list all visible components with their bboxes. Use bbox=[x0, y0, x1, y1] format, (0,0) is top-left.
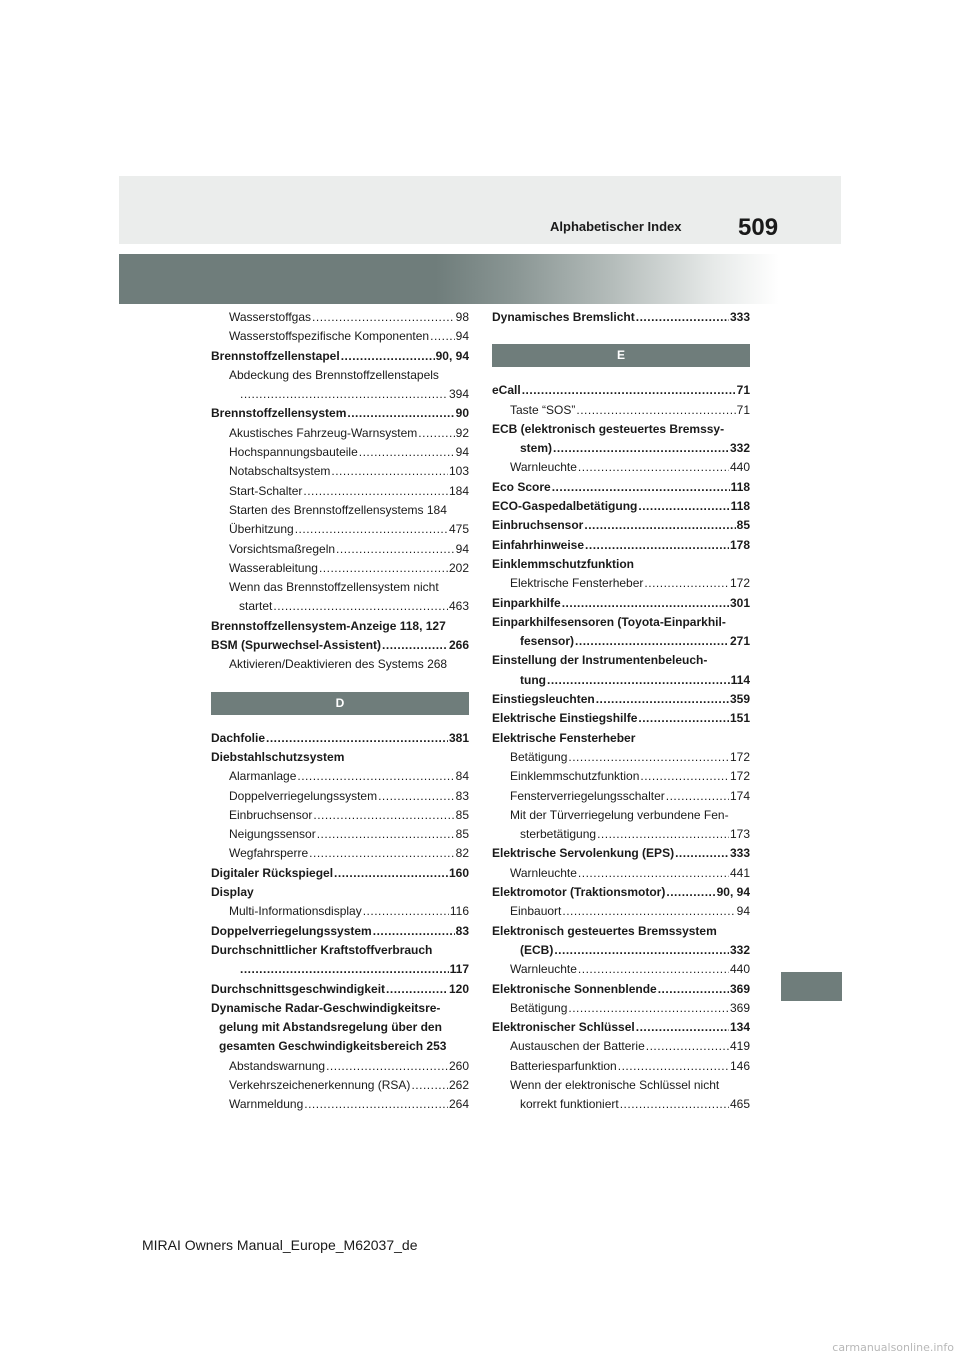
index-entry-label: korrekt funktioniert bbox=[520, 1097, 619, 1112]
index-entry[interactable] bbox=[211, 864, 469, 883]
index-entry-label: Warnleuchte bbox=[510, 865, 577, 880]
index-entry-label: Warnleuchte bbox=[510, 460, 577, 475]
index-entry[interactable]: Durchschnittlicher Kraftstoffverbrauch bbox=[211, 942, 433, 957]
dot-leader bbox=[638, 709, 729, 728]
index-entry-label: Dachfolie bbox=[211, 730, 266, 745]
index-entry[interactable] bbox=[492, 767, 750, 786]
index-entry-label: Elektromotor (Traktionsmotor) bbox=[492, 885, 666, 900]
index-entry-page: 332 bbox=[729, 942, 750, 957]
index-entry[interactable]: Wenn der elektronische Schlüssel nicht bbox=[510, 1077, 720, 1092]
index-entry-label: Einfahrhinweise bbox=[492, 537, 585, 552]
dot-leader bbox=[568, 999, 729, 1018]
index-entry-label: Vorsichtsmaßregeln bbox=[229, 541, 336, 556]
index-entry[interactable]: gelung mit Abstandsregelung über den bbox=[219, 1020, 442, 1035]
section-title: Alphabetischer Index bbox=[550, 219, 682, 234]
index-entry-label: Einbruchsensor bbox=[492, 518, 584, 533]
dot-leader bbox=[675, 844, 729, 863]
index-entry[interactable] bbox=[211, 424, 469, 443]
index-entry[interactable] bbox=[492, 1095, 750, 1114]
index-entry-page: 332 bbox=[729, 441, 750, 456]
index-entry-label: Multi-Informationsdisplay bbox=[229, 904, 362, 919]
dot-leader bbox=[638, 497, 729, 516]
index-entry[interactable] bbox=[211, 902, 469, 921]
index-entry-label: Wegfahrsperre bbox=[229, 846, 309, 861]
index-entry-label: Wasserableitung bbox=[229, 560, 318, 575]
dot-leader bbox=[646, 1037, 729, 1056]
index-entry-label: Verkehrszeichenerkennung (RSA) bbox=[229, 1077, 411, 1092]
dot-leader bbox=[317, 825, 455, 844]
index-entry-page: 174 bbox=[729, 788, 750, 803]
index-entry-label: Notabschaltsystem bbox=[229, 464, 331, 479]
index-entry-label: fesensor) bbox=[520, 634, 575, 649]
dot-leader bbox=[562, 594, 729, 613]
index-entry-page: 465 bbox=[729, 1097, 750, 1112]
index-entry-page: 172 bbox=[729, 769, 750, 784]
index-entry-label: tung bbox=[520, 672, 546, 687]
index-entry[interactable] bbox=[211, 347, 469, 366]
index-entry[interactable] bbox=[492, 748, 750, 767]
index-entry[interactable] bbox=[211, 844, 469, 863]
dot-leader bbox=[554, 941, 729, 960]
dot-leader bbox=[430, 327, 455, 346]
index-entry[interactable] bbox=[211, 443, 469, 462]
index-entry-page: 333 bbox=[729, 310, 750, 324]
index-entry[interactable] bbox=[492, 671, 750, 690]
index-entry-label: Fensterverriegelungsschalter bbox=[510, 788, 665, 803]
index-entry[interactable] bbox=[492, 594, 750, 613]
index-entry-page: 172 bbox=[729, 576, 750, 591]
index-entry-page: 84 bbox=[455, 769, 469, 784]
index-entry-label: stem) bbox=[520, 441, 553, 456]
index-entry-page: 114 bbox=[730, 672, 750, 687]
dot-leader bbox=[584, 516, 735, 535]
dot-leader bbox=[326, 1057, 448, 1076]
index-entry[interactable]: Elektrische Fensterheber bbox=[492, 730, 636, 745]
index-entry[interactable] bbox=[211, 636, 469, 655]
index-entry-label: startet bbox=[239, 599, 273, 614]
index-entry[interactable] bbox=[492, 478, 750, 497]
dot-leader bbox=[636, 308, 729, 327]
index-entry[interactable] bbox=[211, 922, 469, 941]
index-entry[interactable] bbox=[492, 825, 750, 844]
index-column-left bbox=[211, 308, 469, 1115]
dot-leader bbox=[297, 767, 454, 786]
index-entry[interactable] bbox=[211, 482, 469, 501]
dot-leader bbox=[636, 1018, 729, 1037]
index-entry-label: Überhitzung bbox=[229, 522, 294, 537]
dot-leader bbox=[418, 424, 454, 443]
dot-leader bbox=[640, 767, 729, 786]
dot-leader bbox=[618, 1057, 729, 1076]
index-entry[interactable]: Display bbox=[211, 885, 254, 900]
index-entry[interactable]: Abdeckung des Brennstoffzellenstapels bbox=[229, 367, 439, 382]
index-entry-label: Einstiegsleuchten bbox=[492, 692, 595, 707]
index-entry-page: 184 bbox=[448, 483, 469, 498]
index-entry[interactable] bbox=[492, 709, 750, 728]
index-entry[interactable] bbox=[492, 902, 750, 921]
index-entry-page: 134 bbox=[729, 1020, 750, 1035]
dot-leader bbox=[585, 536, 729, 555]
index-entry-label: Start-Schalter bbox=[229, 483, 303, 498]
index-entry[interactable] bbox=[492, 999, 750, 1018]
index-entry[interactable]: gesamten Geschwindigkeitsbereich 253 bbox=[219, 1039, 447, 1054]
dot-leader bbox=[347, 404, 454, 423]
dot-leader bbox=[303, 482, 448, 501]
index-entry[interactable] bbox=[492, 401, 750, 420]
dot-leader bbox=[336, 540, 455, 559]
dot-leader bbox=[411, 1076, 448, 1095]
index-entry-label: Taste “SOS” bbox=[510, 402, 576, 417]
index-entry-label: Batteriesparfunktion bbox=[510, 1058, 617, 1073]
dot-leader bbox=[578, 864, 729, 883]
index-entry-label: Betätigung bbox=[510, 1000, 568, 1015]
index-entry-label: Wasserstoffgas bbox=[229, 310, 312, 324]
dot-leader bbox=[578, 960, 729, 979]
index-entry[interactable]: Elektronisch gesteuertes Bremssystem bbox=[492, 923, 717, 938]
index-entry-page: 463 bbox=[448, 599, 469, 614]
index-entry-label: Doppelverriegelungssystem bbox=[229, 788, 378, 803]
index-entry[interactable] bbox=[211, 597, 469, 616]
index-entry-label: Austauschen der Batterie bbox=[510, 1039, 645, 1054]
index-entry-page: 94 bbox=[455, 329, 469, 344]
index-entry-page: 441 bbox=[729, 865, 750, 880]
index-entry-label: Eco Score bbox=[492, 479, 551, 494]
dot-leader bbox=[295, 520, 448, 539]
index-entry-page: 118 bbox=[730, 499, 750, 514]
index-entry-page: 82 bbox=[455, 846, 469, 861]
index-entry-page: 260 bbox=[448, 1058, 469, 1073]
index-entry-page: 94 bbox=[736, 904, 750, 919]
footer-manual-name: MIRAI Owners Manual_Europe_M62037_de bbox=[142, 1237, 418, 1253]
index-entry[interactable]: Mit der Türverriegelung verbundene Fen- bbox=[510, 807, 729, 822]
dot-leader bbox=[575, 632, 729, 651]
index-entry-label: Doppelverriegelungssystem bbox=[211, 923, 372, 938]
index-entry-label: Einparkhilfe bbox=[492, 595, 561, 610]
index-entry-page: 85 bbox=[736, 518, 750, 533]
index-letter-heading: E bbox=[492, 344, 750, 367]
index-entry-label: eCall bbox=[492, 383, 521, 398]
dot-leader bbox=[597, 825, 729, 844]
index-entry-page: 419 bbox=[729, 1039, 750, 1054]
index-entry-page: 90 bbox=[455, 406, 469, 421]
index-entry[interactable]: Wenn das Brennstoffzellensystem nicht bbox=[229, 580, 439, 595]
index-entry-page: 90, 94 bbox=[435, 348, 469, 363]
index-entry[interactable] bbox=[211, 327, 469, 346]
index-entry-label: Einbauort bbox=[510, 904, 562, 919]
index-entry-page: 90, 94 bbox=[716, 885, 750, 900]
index-entry-label: (ECB) bbox=[520, 942, 554, 957]
dot-leader bbox=[596, 690, 729, 709]
index-entry-page: 202 bbox=[448, 560, 469, 575]
index-entry-label: Dynamisches Bremslicht bbox=[492, 310, 635, 324]
header-background bbox=[119, 176, 841, 244]
index-entry[interactable]: Einklemmschutzfunktion bbox=[492, 556, 635, 571]
index-entry-page: 160 bbox=[448, 865, 469, 880]
dot-leader bbox=[568, 748, 729, 767]
index-entry-page: 475 bbox=[448, 522, 469, 537]
index-entry-label: Abstandswarnung bbox=[229, 1058, 326, 1073]
index-entry[interactable] bbox=[492, 308, 750, 327]
index-entry[interactable] bbox=[492, 864, 750, 883]
dot-leader bbox=[378, 787, 455, 806]
dot-leader bbox=[266, 729, 448, 748]
index-entry-page: 83 bbox=[455, 923, 469, 938]
dot-leader bbox=[547, 671, 730, 690]
index-entry[interactable] bbox=[211, 520, 469, 539]
dot-leader bbox=[331, 462, 448, 481]
index-entry-page: 262 bbox=[448, 1077, 469, 1092]
index-entry[interactable] bbox=[211, 960, 469, 979]
index-entry-page: 117 bbox=[449, 962, 469, 977]
index-entry-page: 440 bbox=[729, 460, 750, 475]
index-entry[interactable] bbox=[211, 540, 469, 559]
index-entry[interactable] bbox=[492, 497, 750, 516]
index-entry-page: 94 bbox=[455, 445, 469, 460]
index-column-right bbox=[492, 308, 750, 1115]
index-entry-page: 172 bbox=[729, 749, 750, 764]
index-entry[interactable] bbox=[211, 559, 469, 578]
index-entry[interactable] bbox=[492, 439, 750, 458]
index-entry-page: 178 bbox=[729, 537, 750, 552]
dot-leader bbox=[576, 401, 735, 420]
index-entry[interactable] bbox=[211, 825, 469, 844]
dot-leader bbox=[309, 844, 454, 863]
index-entry-page: 71 bbox=[736, 383, 750, 398]
index-letter-heading: D bbox=[211, 692, 469, 715]
index-entry-label: Hochspannungsbauteile bbox=[229, 445, 358, 460]
index-entry-page: 116 bbox=[449, 904, 469, 919]
index-entry-label: Wasserstoffspezifische Komponenten bbox=[229, 329, 430, 344]
dot-leader bbox=[578, 458, 729, 477]
index-entry-label: ECO-Gaspedalbetätigung bbox=[492, 499, 638, 514]
dot-leader bbox=[386, 980, 448, 999]
dot-leader bbox=[304, 1095, 448, 1114]
index-entry-page: 120 bbox=[448, 981, 469, 996]
index-entry[interactable]: Einstellung der Instrumentenbeleuch- bbox=[492, 653, 708, 668]
dot-leader bbox=[341, 347, 435, 366]
index-entry[interactable] bbox=[211, 729, 469, 748]
index-entry[interactable] bbox=[492, 536, 750, 555]
dot-leader bbox=[334, 864, 448, 883]
index-entry-page: 381 bbox=[448, 730, 469, 745]
index-entry[interactable] bbox=[492, 1037, 750, 1056]
index-entry-label: Elektronische Sonnenblende bbox=[492, 981, 657, 996]
dot-leader bbox=[658, 980, 729, 999]
index-entry-page: 85 bbox=[455, 827, 469, 842]
index-entry-page: 394 bbox=[448, 387, 469, 402]
index-entry[interactable] bbox=[211, 385, 469, 404]
index-entry[interactable] bbox=[492, 458, 750, 477]
index-entry-page: 71 bbox=[736, 402, 750, 417]
index-entry[interactable]: ECB (elektronisch gesteuertes Bremssy- bbox=[492, 421, 725, 436]
index-entry-page: 118 bbox=[730, 479, 750, 494]
dot-leader bbox=[552, 478, 730, 497]
index-entry[interactable] bbox=[492, 883, 750, 902]
index-entry-page: 146 bbox=[729, 1058, 750, 1073]
dot-leader bbox=[313, 806, 454, 825]
index-entry[interactable] bbox=[211, 767, 469, 786]
index-entry-page: 301 bbox=[729, 595, 750, 610]
dot-leader bbox=[240, 960, 449, 979]
dot-leader bbox=[553, 439, 729, 458]
index-entry[interactable] bbox=[211, 1057, 469, 1076]
dot-leader bbox=[644, 574, 729, 593]
index-entry[interactable] bbox=[492, 980, 750, 999]
index-entry-page: 92 bbox=[455, 425, 469, 440]
dot-leader bbox=[240, 385, 448, 404]
index-entry-page: 151 bbox=[729, 711, 750, 726]
index-entry[interactable]: Aktivieren/Deaktivieren des Systems 268 bbox=[229, 657, 448, 672]
index-entry-page: 359 bbox=[729, 692, 750, 707]
dot-leader bbox=[312, 308, 455, 327]
index-entry[interactable]: Dynamische Radar-Geschwindigkeitsre- bbox=[211, 1000, 441, 1015]
index-entry[interactable] bbox=[211, 1076, 469, 1095]
index-entry-page: 103 bbox=[448, 464, 469, 479]
index-entry-label: Akustisches Fahrzeug-Warnsystem bbox=[229, 425, 418, 440]
index-side-tab[interactable] bbox=[781, 972, 842, 1001]
index-entry-page: 85 bbox=[455, 807, 469, 822]
dot-leader bbox=[666, 787, 729, 806]
index-entry-label: Elektrische Fensterheber bbox=[510, 576, 644, 591]
dot-leader bbox=[666, 883, 715, 902]
header-band bbox=[119, 254, 779, 304]
index-entry[interactable]: Einparkhilfesensoren (Toyota-Einparkhil- bbox=[492, 614, 726, 629]
index-entry-page: 173 bbox=[729, 827, 750, 842]
index-entry-label: Elektrische Servolenkung (EPS) bbox=[492, 846, 675, 861]
index-entry[interactable] bbox=[492, 1018, 750, 1037]
index-entry[interactable] bbox=[211, 404, 469, 423]
index-entry[interactable] bbox=[492, 960, 750, 979]
index-entry-label: Einbruchsensor bbox=[229, 807, 313, 822]
dot-leader bbox=[273, 597, 448, 616]
index-entry-page: 369 bbox=[729, 1000, 750, 1015]
dot-leader bbox=[363, 902, 449, 921]
index-entry[interactable] bbox=[492, 941, 750, 960]
index-entry[interactable] bbox=[492, 787, 750, 806]
index-entry[interactable] bbox=[492, 381, 750, 400]
index-entry-page: 333 bbox=[729, 846, 750, 861]
index-entry-page: 271 bbox=[729, 634, 750, 649]
index-entry-label: BSM (Spurwechsel-Assistent) bbox=[211, 638, 382, 653]
watermark[interactable]: carmanualsonline.info bbox=[832, 1341, 954, 1354]
index-entry-label: Einklemmschutzfunktion bbox=[510, 769, 640, 784]
index-entry-label: Warnmeldung bbox=[229, 1097, 304, 1112]
index-entry-page: 369 bbox=[729, 981, 750, 996]
dot-leader bbox=[522, 381, 736, 400]
index-entry-label: Neigungssensor bbox=[229, 827, 316, 842]
index-entry-label: Betätigung bbox=[510, 749, 568, 764]
index-entry-page: 264 bbox=[448, 1097, 469, 1112]
index-entry-label: sterbetätigung bbox=[520, 827, 597, 842]
index-entry-label: Durchschnittsgeschwindigkeit bbox=[211, 981, 386, 996]
index-entry[interactable] bbox=[211, 980, 469, 999]
index-entry[interactable] bbox=[211, 806, 469, 825]
dot-leader bbox=[562, 902, 735, 921]
index-entry-label: Alarmanlage bbox=[229, 769, 297, 784]
index-entry[interactable] bbox=[492, 574, 750, 593]
index-entry[interactable] bbox=[211, 1095, 469, 1114]
index-entry[interactable] bbox=[492, 1057, 750, 1076]
dot-leader bbox=[620, 1095, 729, 1114]
index-entry[interactable] bbox=[492, 844, 750, 863]
page-number: 509 bbox=[738, 214, 779, 241]
index-entry-label: Warnleuchte bbox=[510, 962, 577, 977]
index-entry[interactable] bbox=[492, 632, 750, 651]
index-entry-page: 440 bbox=[729, 962, 750, 977]
index-entry-label: Elektrische Einstiegshilfe bbox=[492, 711, 638, 726]
index-entry-page: 266 bbox=[448, 638, 469, 653]
index-entry-page: 83 bbox=[455, 788, 469, 803]
index-entry[interactable] bbox=[211, 787, 469, 806]
index-entry-label: Brennstoffzellensystem bbox=[211, 406, 347, 421]
dot-leader bbox=[319, 559, 448, 578]
index-entry-page: 98 bbox=[455, 310, 469, 324]
index-entry-label: Brennstoffzellenstapel bbox=[211, 348, 340, 363]
index-entry-label: Digitaler Rückspiegel bbox=[211, 865, 334, 880]
dot-leader bbox=[359, 443, 455, 462]
index-entry[interactable]: Starten des Brennstoffzellensystems 184 bbox=[229, 502, 447, 517]
index-entry-page: 94 bbox=[455, 541, 469, 556]
index-entry[interactable]: Brennstoffzellensystem-Anzeige 118, 127 bbox=[211, 618, 446, 633]
index-entry[interactable]: Diebstahlschutzsystem bbox=[211, 749, 345, 764]
dot-leader bbox=[373, 922, 455, 941]
index-entry[interactable] bbox=[492, 690, 750, 709]
dot-leader bbox=[382, 636, 448, 655]
index-entry[interactable] bbox=[211, 462, 469, 481]
index-entry[interactable] bbox=[492, 516, 750, 535]
index-entry[interactable] bbox=[211, 308, 469, 327]
index-entry-label: Elektronischer Schlüssel bbox=[492, 1020, 635, 1035]
